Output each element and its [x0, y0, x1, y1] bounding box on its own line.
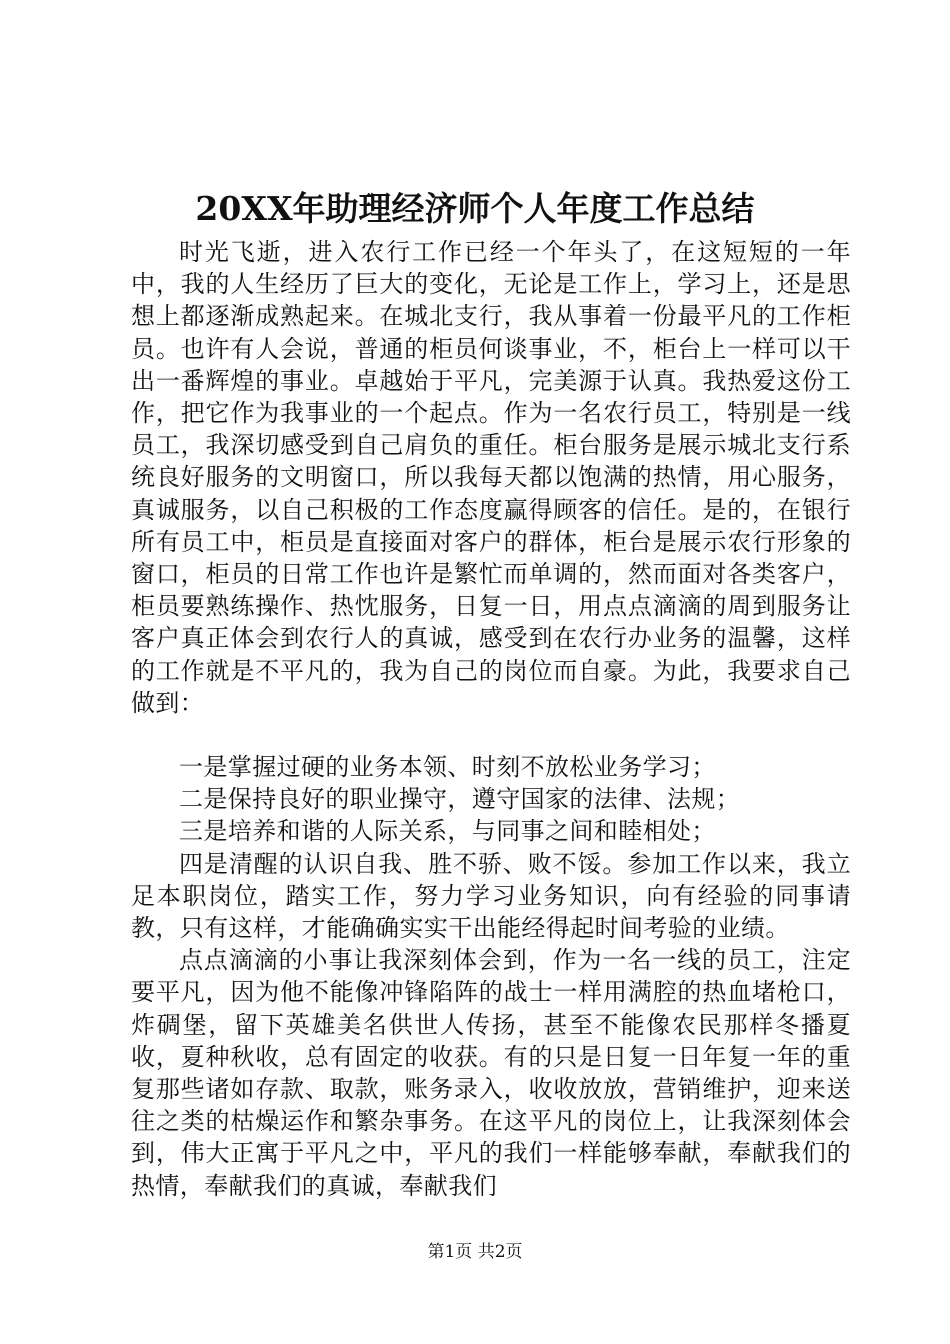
document-title: 20XX年助理经济师个人年度工作总结: [195, 189, 755, 228]
list-item-3: 三是培养和谐的人际关系，与同事之间和睦相处；: [179, 817, 716, 846]
list-item-4: 四是清醒的认识自我、胜不骄、败不馁。参加工作以来，我立足本职岗位，踏实工作，努力学习业务知识，向有经验的同事请教，只有这样，才能确确实实干出能经得起时间考验的业绩。: [131, 849, 851, 943]
page-number: 第1页 共2页: [427, 1242, 523, 1262]
paragraph-gap: [131, 719, 851, 751]
paragraph-closing: 点点滴滴的小事让我深刻体会到，作为一名一线的员工，注定要平凡，因为他不能像冲锋陷阵的战士一样用满腔的热血堵枪口，炸碉堡，留下英雄美名供世人传扬，甚至不能像农民那样冬播夏收，夏种秋收，总有固定的收获。有的只是日复一日年复一年的重复那些诸如存款、取款，账务录入，收收放放，营销维护，迎来送往之类的枯燥运作和繁杂事务。在这平凡的岗位上，让我深刻体会到，伟大正寓于平凡之中，平凡的我们一样能够奉献，奉献我们的热情，奉献我们的真诚，奉献我们: [131, 946, 851, 1200]
list-item-1: 一是掌握过硬的业务本领、时刻不放松业务学习；: [179, 753, 716, 782]
list-item-2: 二是保持良好的职业操守，遵守国家的法律、法规；: [179, 785, 741, 814]
paragraph-intro: 时光飞逝，进入农行工作已经一个年头了，在这短短的一年中，我的人生经历了巨大的变化，无论是工作上，学习上，还是思想上都逐渐成熟起来。在城北支行，我从事着一份最平凡的工作柜员。也许有人会说，普通的柜员何谈事业，不，柜台上一样可以干出一番辉煌的事业。卓越始于平凡，完美源于认真。我热爱这份工作，把它作为我事业的一个起点。作为一名农行员工，特别是一线员工，我深切感受到自己肩负的重任。柜台服务是展示城北支行系统良好服务的文明窗口，所以我每天都以饱满的热情，用心服务，真诚服务，以自己积极的工作态度赢得顾客的信任。是的，在银行所有员工中，柜员是直接面对客户的群体，柜台是展示农行形象的窗口，柜员的日常工作也许是繁忙而单调的，然而面对各类客户，柜员要熟练操作、热忱服务，日复一日，用点点滴滴的周到服务让客户真正体会到农行人的真诚，感受到在农行办业务的温馨，这样的工作就是不平凡的，我为自己的岗位而自豪。为此，我要求自己做到：: [131, 238, 851, 717]
document-body: [131, 236, 851, 1202]
